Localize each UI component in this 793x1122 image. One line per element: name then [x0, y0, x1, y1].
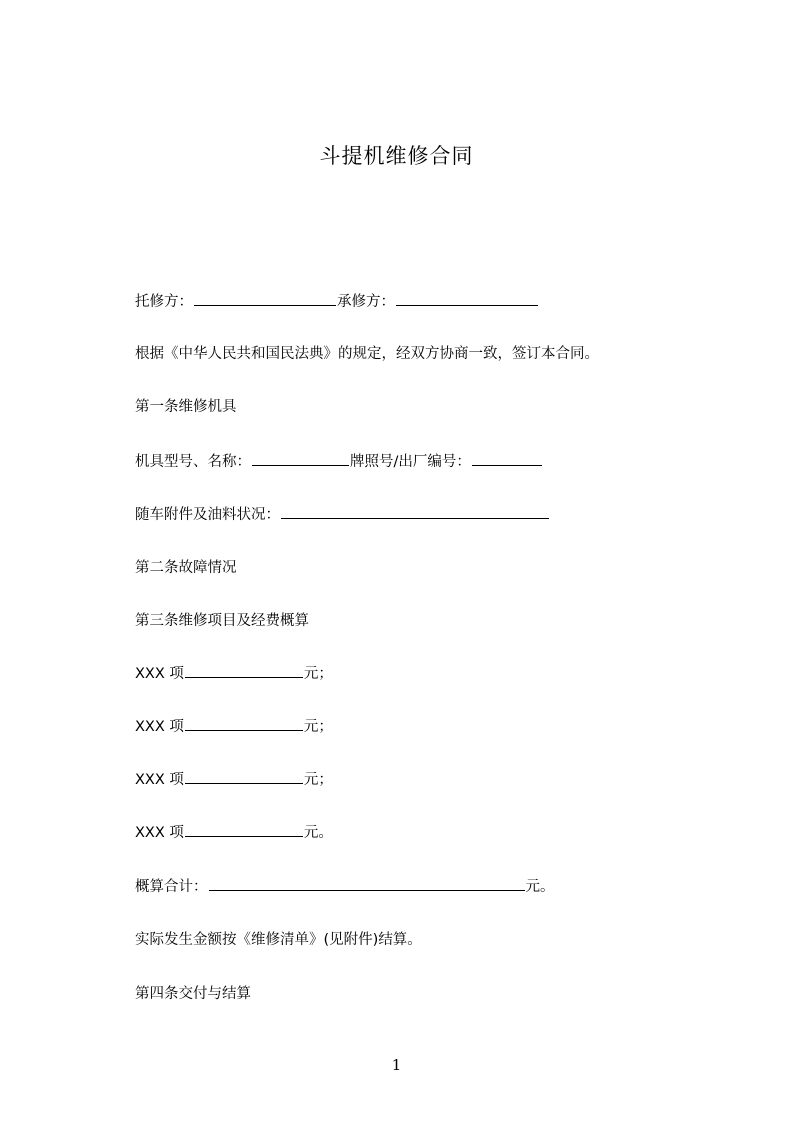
article4-heading: 第四条交付与结算	[135, 986, 251, 1002]
parties-line	[135, 290, 539, 314]
cost-item-unit: 元；	[303, 772, 333, 788]
document-title: 斗提机维修合同	[319, 144, 474, 168]
client-blank	[194, 290, 336, 306]
cost-item-label: XXX 项	[135, 772, 184, 788]
cost-item	[135, 768, 333, 792]
cost-item-unit: 元；	[303, 719, 333, 735]
cost-item	[135, 715, 333, 739]
page-number: 1	[391, 1056, 402, 1074]
plate-blank	[472, 450, 542, 466]
client-label: 托修方：	[135, 294, 193, 310]
cost-item-label: XXX 项	[135, 666, 184, 682]
total-unit: 元。	[525, 879, 555, 895]
preamble: 根据《中华人民共和国民法典》的规定，经双方协商一致，签订本合同。	[135, 346, 599, 362]
contractor-label: 承修方：	[337, 294, 395, 310]
total-line	[135, 875, 555, 899]
cost-item-unit: 元。	[303, 825, 333, 841]
model-label: 机具型号、名称：	[135, 454, 251, 470]
model-line	[135, 450, 543, 474]
total-blank	[209, 875, 525, 891]
model-blank	[252, 450, 349, 466]
article3-heading: 第三条维修项目及经费概算	[135, 613, 309, 629]
plate-label: 牌照号/出厂编号：	[350, 454, 471, 470]
contractor-blank	[396, 290, 538, 306]
cost-item-label: XXX 项	[135, 825, 184, 841]
cost-item-blank	[185, 662, 303, 678]
cost-item-label: XXX 项	[135, 719, 184, 735]
accessories-line	[135, 503, 550, 527]
cost-item-blank	[185, 768, 303, 784]
cost-item	[135, 662, 333, 686]
accessories-blank	[281, 503, 549, 519]
total-label: 概算合计：	[135, 879, 208, 895]
article1-heading: 第一条维修机具	[135, 399, 237, 415]
cost-item-unit: 元；	[303, 666, 333, 682]
article2-heading: 第二条故障情况	[135, 560, 237, 576]
settlement-note: 实际发生金额按《维修清单》(见附件)结算。	[135, 932, 422, 948]
accessories-label: 随车附件及油料状况：	[135, 507, 280, 523]
cost-item-blank	[185, 715, 303, 731]
cost-item-blank	[185, 821, 303, 837]
cost-item	[135, 821, 333, 845]
